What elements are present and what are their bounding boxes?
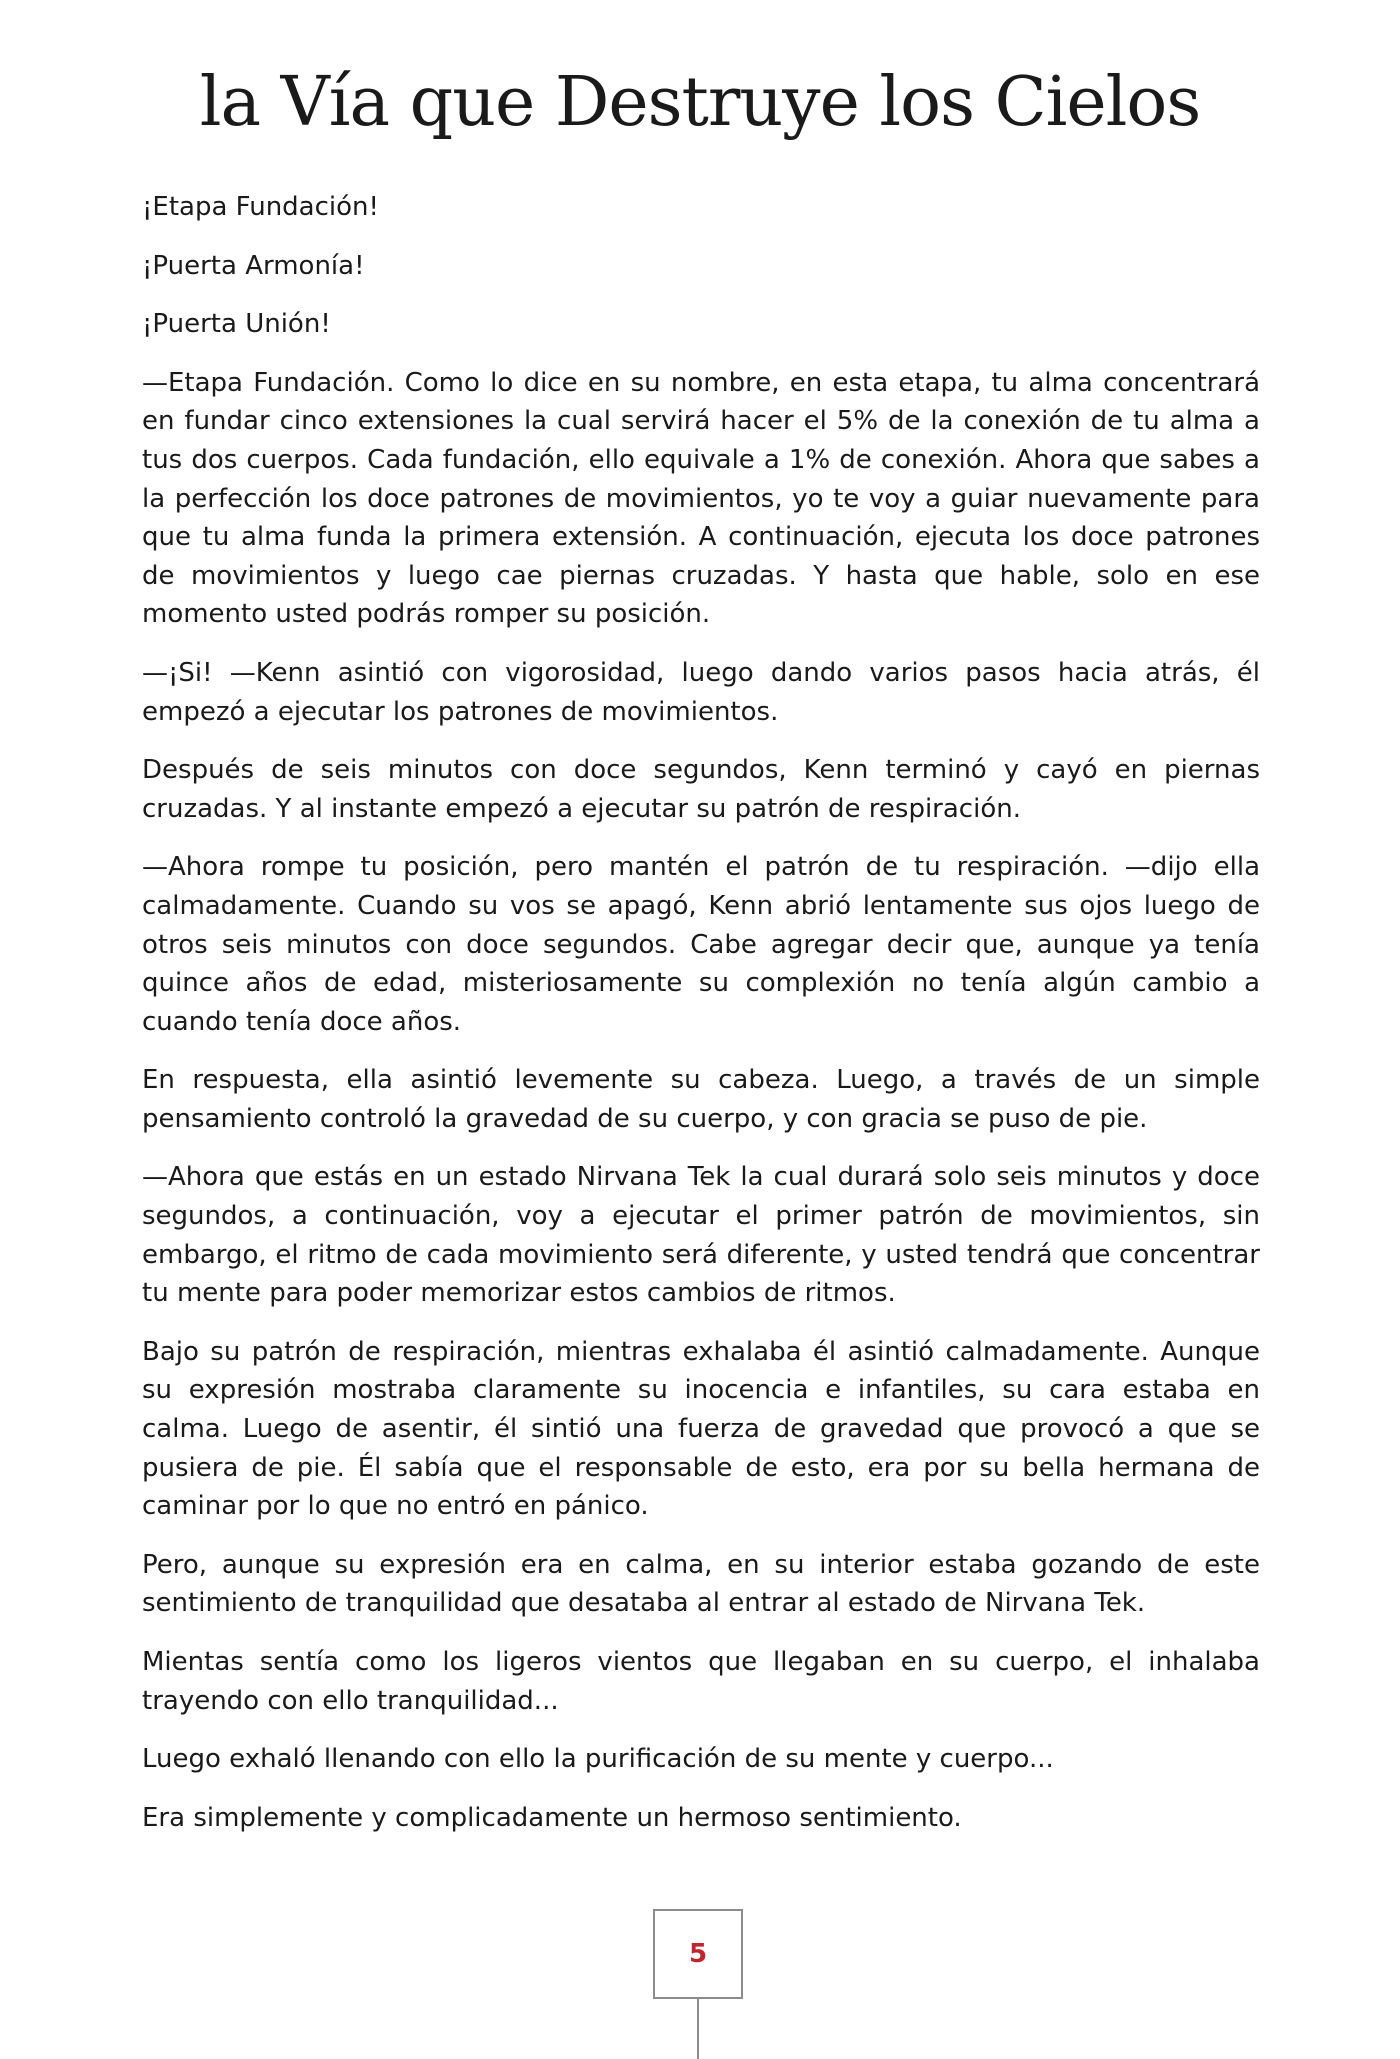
paragraph: En respuesta, ella asintió levemente su cabeza. Luego, a través de un simple pensamiento controló la gravedad de su cuerpo, y con gracia se puso de pie. bbox=[142, 1065, 1260, 1134]
paragraph: Luego exhaló llenando con ello la purificación de su mente y cuerpo... bbox=[142, 1744, 1054, 1775]
paragraph: Después de seis minutos con doce segundos, Kenn terminó y cayó en piernas cruzadas. Y al instante empezó a ejecutar su patrón de respiración. bbox=[142, 755, 1260, 824]
paragraph: ¡Puerta Unión! bbox=[142, 309, 331, 340]
paragraph: ¡Etapa Fundación! bbox=[142, 192, 379, 222]
paragraph: Mientas sentía como los ligeros vientos que llegaban en su cuerpo, el inhalaba trayendo con ello tranquilidad... bbox=[142, 1647, 1260, 1716]
paragraph: ¡Puerta Armonía! bbox=[142, 250, 365, 281]
paragraph: Pero, aunque su expresión era en calma, en su interior estaba gozando de este sentimiento de tranquilidad que desataba al entrar al estado de Nirvana Tek. bbox=[142, 1549, 1260, 1619]
page-number: 5 bbox=[688, 1939, 708, 1969]
page-title: la Vía que Destruye los Cielos bbox=[199, 63, 1201, 142]
paragraph: Era simplemente y complicadamente un hermoso sentimiento. bbox=[142, 1802, 962, 1833]
paragraph: —¡Si! —Kenn asintió con vigorosidad, luego dando varios pasos hacia atrás, él empezó a ejecutar los patrones de movimientos. bbox=[142, 657, 1260, 727]
paragraph: —Etapa Fundación. Como lo dice en su nombre, en esta etapa, tu alma concentrará en fundar cinco extensiones la cual servirá hacer el 5% de la conexión de tu alma a tus dos cuerpos. Cada fundación, ello equivale a 1% de conexión. Ahora que sabes a la perfección los doce patrones de movimientos, yo te voy a guiar nuevamente para que tu alma funda la primera extensión. A continuación, ejecuta los doce patrones de movimientos y luego cae piernas cruzadas. Y hasta que hable, solo en ese momento usted podrás romper su posición. bbox=[142, 367, 1260, 630]
paragraph: —Ahora que estás en un estado Nirvana Tek la cual durará solo seis minutos y doce segundos, a continuación, voy a ejecutar el primer patrón de movimientos, sin embargo, el ritmo de cada movimiento será diferente, y usted tendrá que concentrar tu mente para poder memorizar estos cambios de ritmos. bbox=[142, 1162, 1260, 1309]
paragraph: Bajo su patrón de respiración, mientras exhalaba él asintió calmadamente. Aunque su expresión mostraba claramente su inocencia e infantiles, su cara estaba en calma. Luego de asentir, él sintió una fuerza de gravedad que provocó a que se pusiera de pie. Él sabía que el responsable de esto, era por su bella hermana de caminar por lo que no entró en pánico. bbox=[142, 1336, 1260, 1522]
paragraph: —Ahora rompe tu posición, pero mantén el patrón de tu respiración. —dijo ella calmadamente. Cuando su vos se apagó, Kenn abrió lentamente sus ojos luego de otros seis minutos con doce segundos. Cabe agregar decir que, aunque ya tenía quince años de edad, misteriosamente su complexión no tenía algún cambio a cuando tenía doce años. bbox=[142, 852, 1260, 1037]
body-text bbox=[142, 188, 1260, 1857]
page-number-line bbox=[697, 1999, 699, 2059]
page-number-box bbox=[653, 1909, 743, 1999]
